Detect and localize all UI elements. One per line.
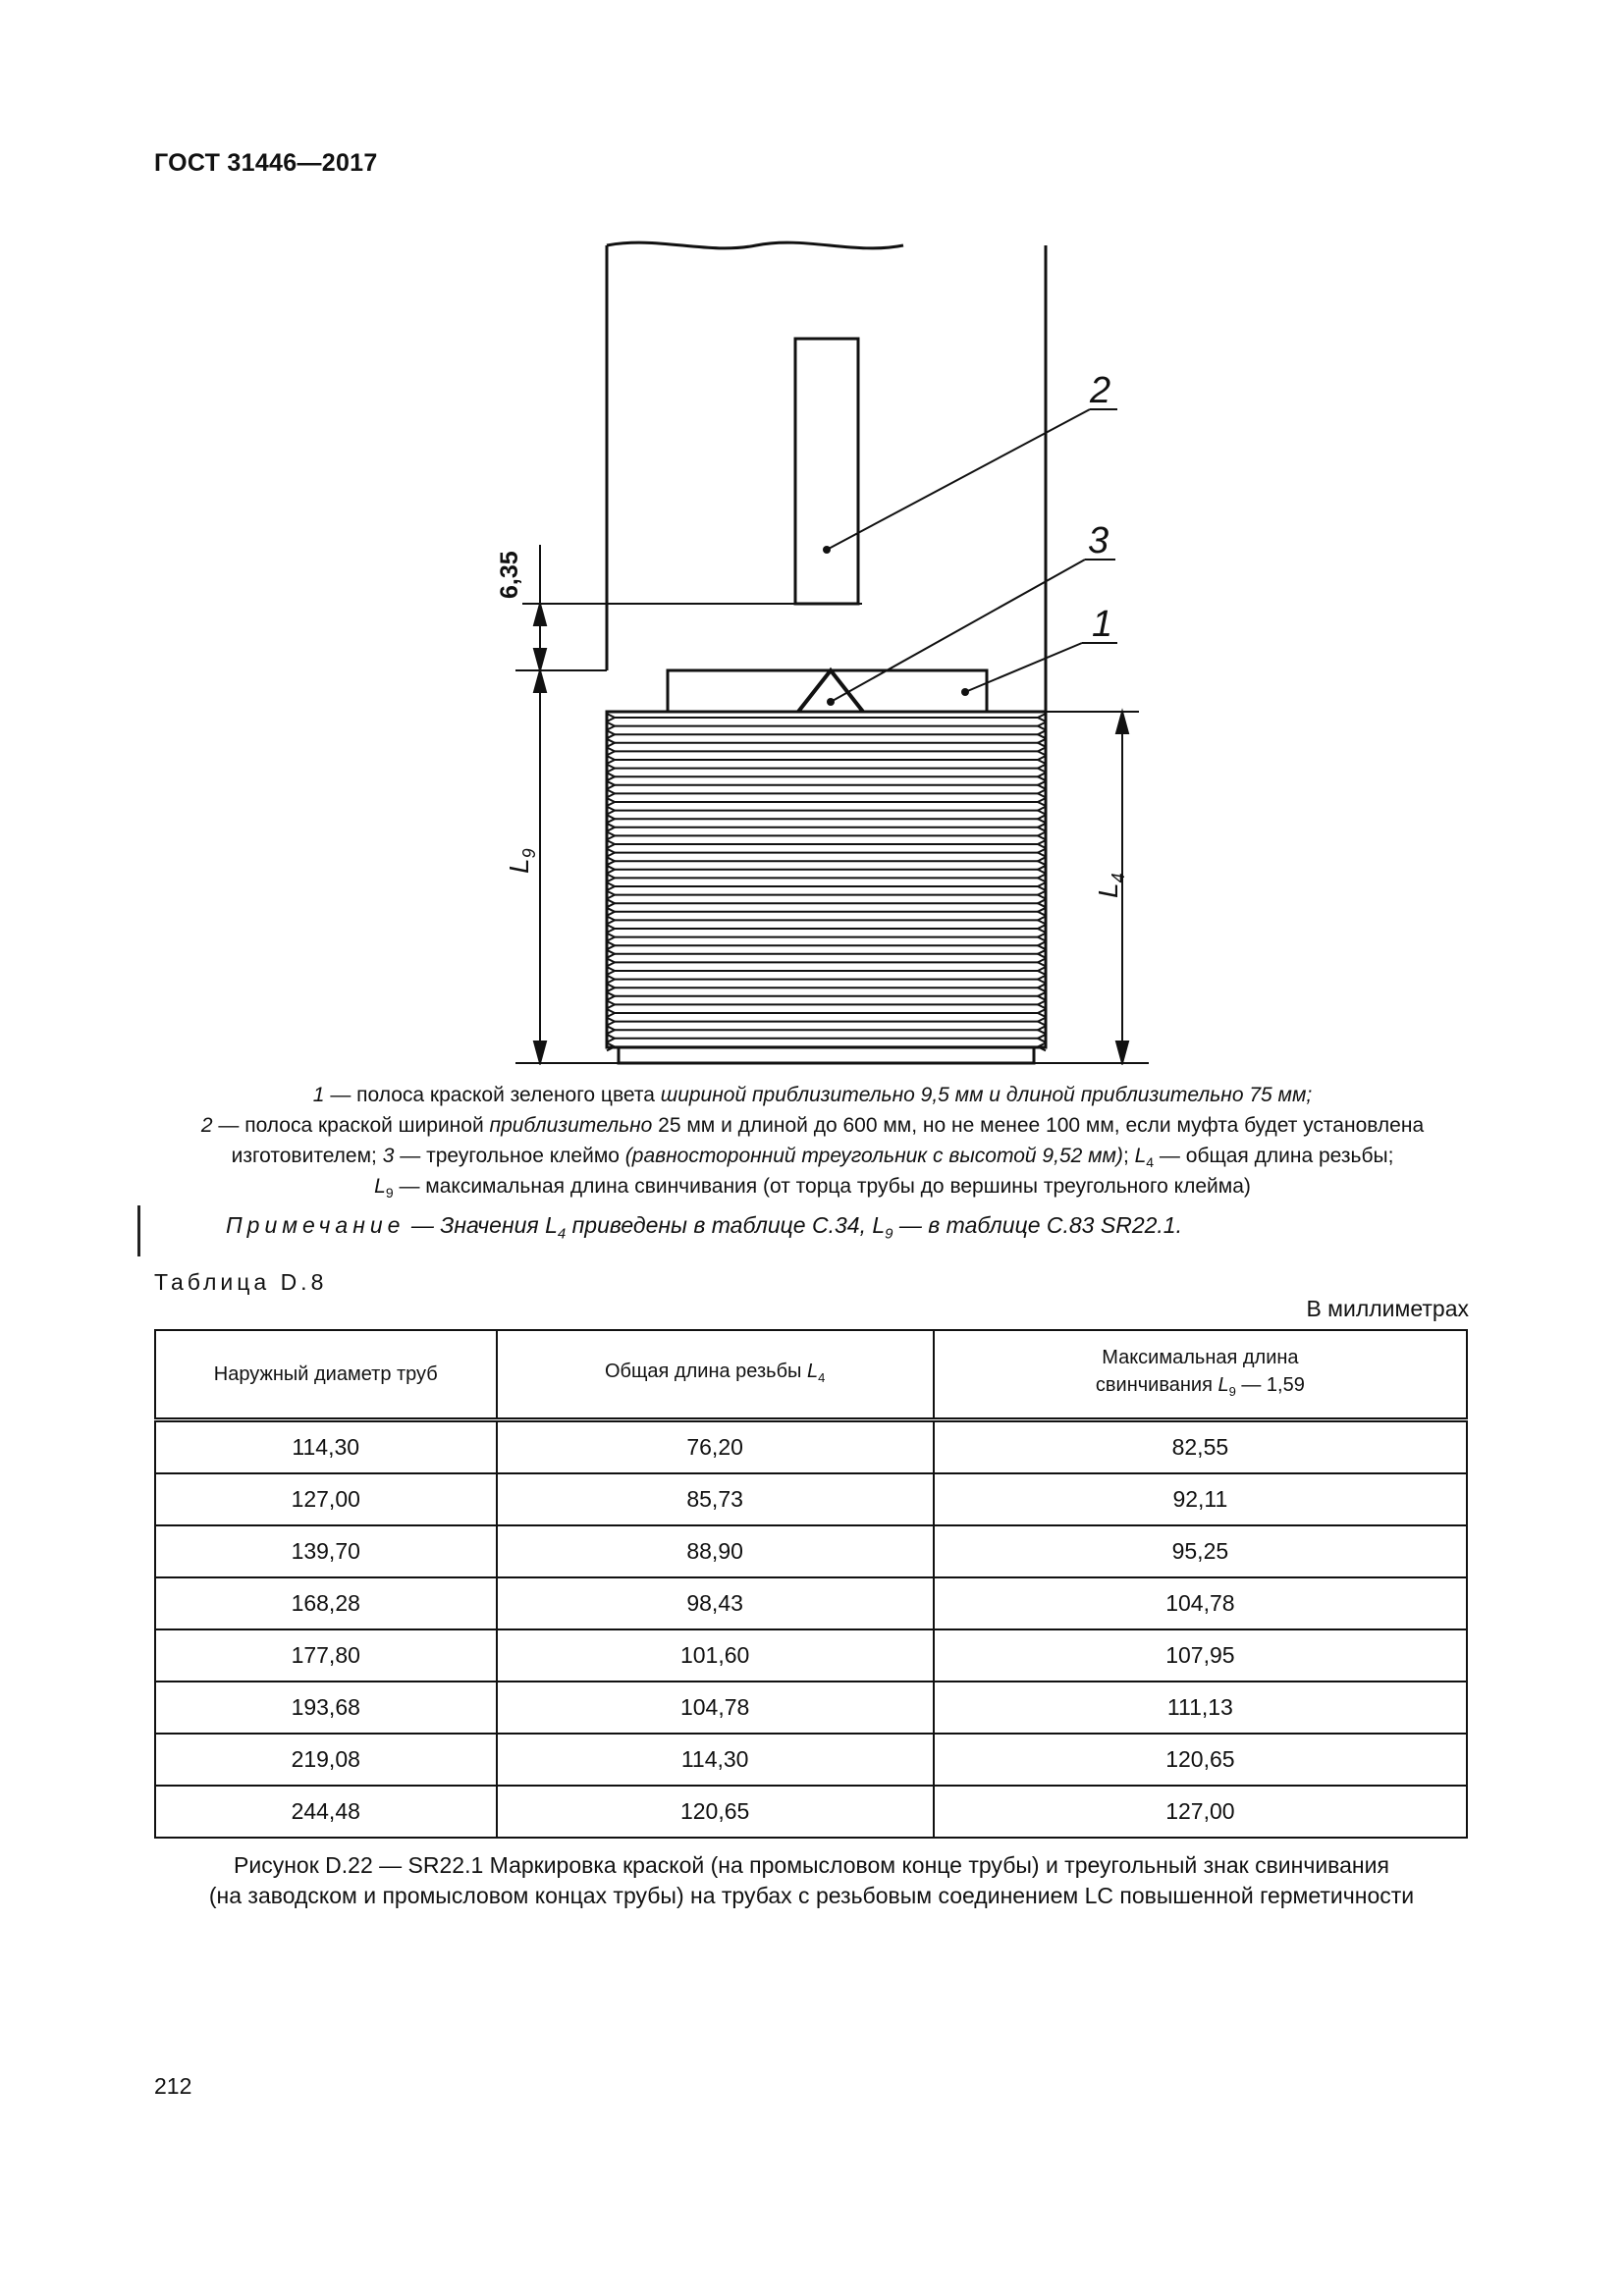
legend-line-2: 2 — полоса краской шириной приблизительно 25 мм и длиной до 600 мм, но не менее 100 мм, если муфта будет установлена	[200, 1114, 1425, 1137]
callout-3: 3	[1088, 520, 1109, 561]
table-cell: 114,30	[497, 1734, 934, 1786]
data-table	[154, 1329, 1468, 1839]
pipe-break-line	[607, 242, 903, 248]
callout-1: 1	[1092, 604, 1113, 645]
table-row	[155, 1525, 1467, 1577]
table-cell: 193,68	[155, 1682, 497, 1734]
table-cell: 168,28	[155, 1577, 497, 1629]
legend-line-1: 1 — полоса краской зеленого цвета шириной приблизительно 9,5 мм и длиной приблизительно 75 мм;	[312, 1084, 1313, 1106]
table-row	[155, 1734, 1467, 1786]
legend-line-4: $L_9$ — максимальная длина свинчивания (от торца трубы до вершины треугольного клейма)	[374, 1175, 1251, 1201]
table-row	[155, 1682, 1467, 1734]
table-cell: 127,00	[934, 1786, 1467, 1838]
table-cell: 111,13	[934, 1682, 1467, 1734]
table-cell: 101,60	[497, 1629, 934, 1682]
header-max-makeup-length: Максимальная длина свинчивания $L_9$ — 1,59	[934, 1330, 1467, 1420]
table-cell: 104,78	[934, 1577, 1467, 1629]
table-cell: 92,11	[934, 1473, 1467, 1525]
table-cell: 244,48	[155, 1786, 497, 1838]
table-caption: Таблица D.8	[154, 1269, 328, 1295]
header-outer-diameter: Наружный диаметр труб	[155, 1330, 497, 1420]
legend-line-3: изготовителем; 3 — треугольное клеймо (равносторонний треугольник с высотой 9,52 мм); $L_4$ — общая длина резьбы;	[231, 1145, 1394, 1171]
table-cell: 120,65	[934, 1734, 1467, 1786]
table-cell: 104,78	[497, 1682, 934, 1734]
table-cell: 95,25	[934, 1525, 1467, 1577]
figure-caption-line-2: (на заводском и промысловом концах трубы) на трубах с резьбовым соединением LC повышенной герметичности	[208, 1883, 1415, 1908]
dimension-6-35: 6,35	[496, 551, 523, 599]
dimension-l9: $L_9$	[504, 848, 539, 874]
stripe-2	[795, 339, 858, 604]
table-row	[155, 1420, 1467, 1474]
callout-2: 2	[1090, 370, 1111, 411]
table-row	[155, 1629, 1467, 1682]
document-header: ГОСТ 31446—2017	[154, 149, 378, 177]
figure-note: Примечание — Значения $L_4$ приведены в таблице С.34, $L_9$ — в таблице С.83 SR22.1.	[226, 1212, 1182, 1243]
table-cell: 114,30	[155, 1420, 497, 1474]
table-cell: 82,55	[934, 1420, 1467, 1474]
dimension-l4: $L_4$	[1093, 873, 1128, 898]
table-row	[155, 1786, 1467, 1838]
thread-lines	[607, 714, 1046, 1050]
table-row	[155, 1577, 1467, 1629]
table-cell: 98,43	[497, 1577, 934, 1629]
table-cell: 85,73	[497, 1473, 934, 1525]
table-cell: 107,95	[934, 1629, 1467, 1682]
revision-bar	[137, 1205, 140, 1256]
table-cell: 127,00	[155, 1473, 497, 1525]
figure-caption	[147, 1850, 1476, 1911]
table-units: В миллиметрах	[1306, 1296, 1469, 1321]
pipe-marking-drawing	[461, 221, 1168, 1065]
table-cell: 88,90	[497, 1525, 934, 1577]
header-thread-length: Общая длина резьбы $L_4$	[497, 1330, 934, 1420]
table-row	[155, 1473, 1467, 1525]
table-cell: 120,65	[497, 1786, 934, 1838]
table-cell: 177,80	[155, 1629, 497, 1682]
page-number: 212	[154, 2073, 192, 2099]
figure-caption-line-1: Рисунок D.22 — SR22.1 Маркировка краской (на промысловом конце трубы) и треугольный знак свинчивания	[234, 1852, 1389, 1878]
table-cell: 219,08	[155, 1734, 497, 1786]
table-cell: 139,70	[155, 1525, 497, 1577]
table-header-row	[155, 1330, 1467, 1420]
pipe-end	[619, 1047, 1034, 1063]
table-cell: 76,20	[497, 1420, 934, 1474]
